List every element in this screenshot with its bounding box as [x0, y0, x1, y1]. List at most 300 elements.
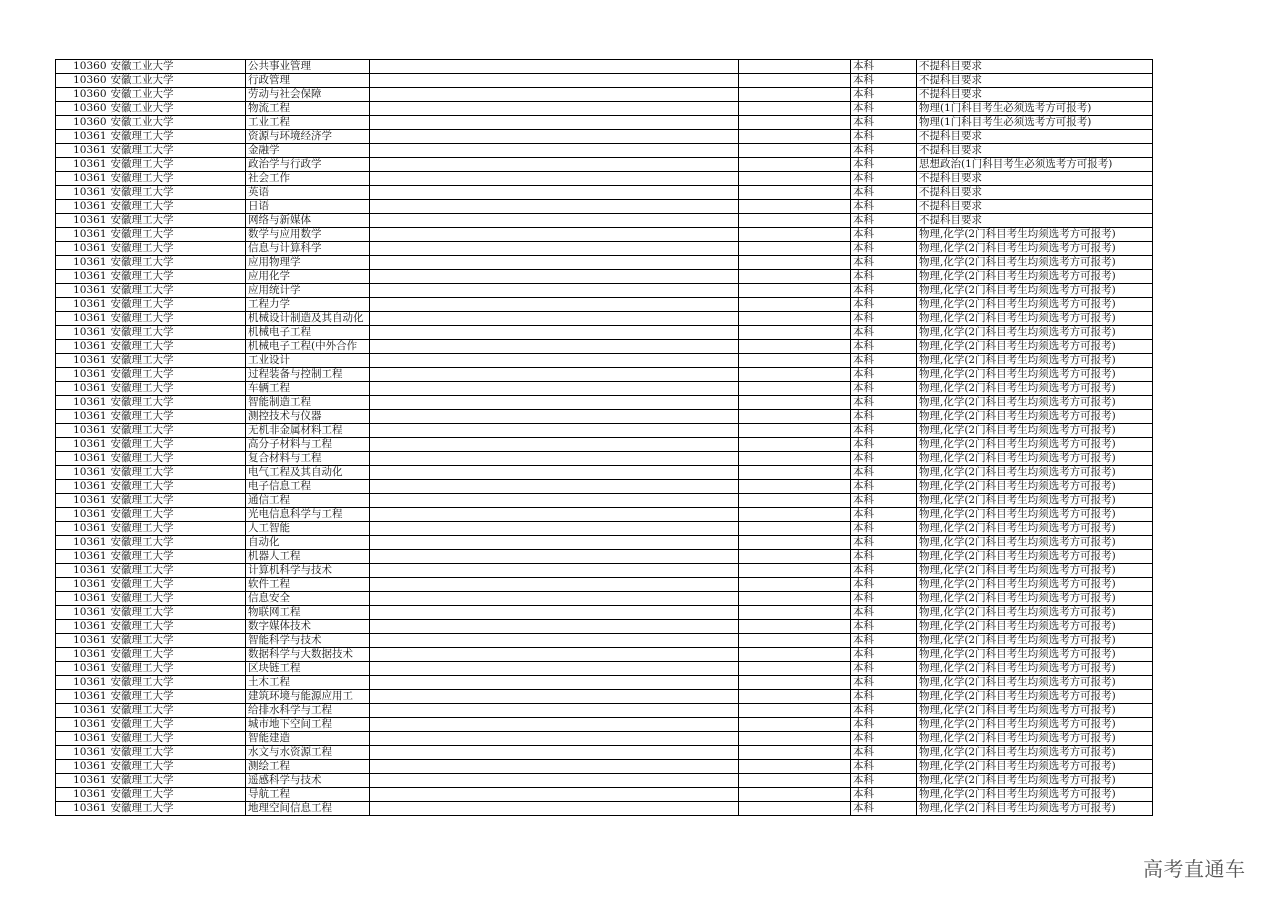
blank-cell [739, 298, 851, 312]
major-name-cell: 机械电子工程(中外合作 [246, 340, 370, 354]
subject-requirement-cell: 物理,化学(2门科目考生均须选考方可报考) [917, 690, 1153, 704]
subject-requirement-cell: 物理,化学(2门科目考生均须选考方可报考) [917, 424, 1153, 438]
institution-code-cell: 10361 [56, 438, 109, 452]
degree-level-cell: 本科 [851, 130, 917, 144]
blank-cell [370, 172, 739, 186]
blank-cell [739, 620, 851, 634]
institution-name-cell: 安徽理工大学 [109, 690, 246, 704]
blank-cell [370, 396, 739, 410]
subject-requirement-cell: 物理,化学(2门科目考生均须选考方可报考) [917, 704, 1153, 718]
table-row [56, 564, 1153, 578]
blank-cell [739, 690, 851, 704]
major-name-cell: 测控技术与仪器 [246, 410, 370, 424]
degree-level-cell: 本科 [851, 60, 917, 74]
institution-code-cell: 10361 [56, 228, 109, 242]
institution-name-cell: 安徽理工大学 [109, 438, 246, 452]
subject-requirement-cell: 物理(1门科目考生必须选考方可报考) [917, 102, 1153, 116]
institution-code-cell: 10361 [56, 494, 109, 508]
degree-level-cell: 本科 [851, 802, 917, 816]
subject-requirement-cell: 物理,化学(2门科目考生均须选考方可报考) [917, 802, 1153, 816]
blank-cell [370, 144, 739, 158]
subject-requirement-cell: 物理,化学(2门科目考生均须选考方可报考) [917, 788, 1153, 802]
institution-name-cell: 安徽理工大学 [109, 494, 246, 508]
subject-requirement-cell: 物理,化学(2门科目考生均须选考方可报考) [917, 550, 1153, 564]
subject-requirement-cell: 物理,化学(2门科目考生均须选考方可报考) [917, 774, 1153, 788]
institution-code-cell: 10361 [56, 186, 109, 200]
institution-code-cell: 10361 [56, 130, 109, 144]
blank-cell [370, 130, 739, 144]
institution-name-cell: 安徽工业大学 [109, 60, 246, 74]
table-row [56, 620, 1153, 634]
table-row [56, 802, 1153, 816]
blank-cell [370, 774, 739, 788]
institution-code-cell: 10361 [56, 536, 109, 550]
institution-code-cell: 10361 [56, 732, 109, 746]
major-name-cell: 公共事业管理 [246, 60, 370, 74]
major-name-cell: 地理空间信息工程 [246, 802, 370, 816]
blank-cell [370, 102, 739, 116]
blank-cell [739, 116, 851, 130]
blank-cell [370, 438, 739, 452]
institution-name-cell: 安徽理工大学 [109, 802, 246, 816]
institution-code-cell: 10361 [56, 508, 109, 522]
degree-level-cell: 本科 [851, 648, 917, 662]
major-name-cell: 机械设计制造及其自动化 [246, 312, 370, 326]
table-row [56, 312, 1153, 326]
blank-cell [370, 74, 739, 88]
institution-code-cell: 10361 [56, 242, 109, 256]
blank-cell [739, 550, 851, 564]
institution-name-cell: 安徽理工大学 [109, 242, 246, 256]
institution-name-cell: 安徽理工大学 [109, 550, 246, 564]
blank-cell [739, 466, 851, 480]
institution-code-cell: 10361 [56, 690, 109, 704]
table-row [56, 200, 1153, 214]
subject-requirement-cell: 思想政治(1门科目考生必须选考方可报考) [917, 158, 1153, 172]
degree-level-cell: 本科 [851, 74, 917, 88]
institution-name-cell: 安徽理工大学 [109, 326, 246, 340]
blank-cell [739, 284, 851, 298]
major-name-cell: 遥感科学与技术 [246, 774, 370, 788]
degree-level-cell: 本科 [851, 676, 917, 690]
institution-code-cell: 10361 [56, 298, 109, 312]
table-row [56, 438, 1153, 452]
table-row [56, 340, 1153, 354]
blank-cell [370, 368, 739, 382]
major-name-cell: 水文与水资源工程 [246, 746, 370, 760]
major-name-cell: 应用化学 [246, 270, 370, 284]
degree-level-cell: 本科 [851, 102, 917, 116]
subject-requirement-cell: 不提科目要求 [917, 186, 1153, 200]
degree-level-cell: 本科 [851, 774, 917, 788]
institution-name-cell: 安徽理工大学 [109, 662, 246, 676]
subject-requirement-cell: 物理,化学(2门科目考生均须选考方可报考) [917, 298, 1153, 312]
blank-cell [370, 536, 739, 550]
subject-requirement-cell: 不提科目要求 [917, 172, 1153, 186]
degree-level-cell: 本科 [851, 494, 917, 508]
degree-level-cell: 本科 [851, 200, 917, 214]
major-name-cell: 智能制造工程 [246, 396, 370, 410]
subject-requirement-cell: 物理,化学(2门科目考生均须选考方可报考) [917, 312, 1153, 326]
institution-code-cell: 10361 [56, 578, 109, 592]
institution-code-cell: 10361 [56, 648, 109, 662]
table-row [56, 522, 1153, 536]
degree-level-cell: 本科 [851, 480, 917, 494]
major-name-cell: 社会工作 [246, 172, 370, 186]
major-name-cell: 工业工程 [246, 116, 370, 130]
table-row [56, 480, 1153, 494]
major-name-cell: 测绘工程 [246, 760, 370, 774]
institution-code-cell: 10360 [56, 116, 109, 130]
institution-name-cell: 安徽理工大学 [109, 368, 246, 382]
institution-code-cell: 10361 [56, 200, 109, 214]
degree-level-cell: 本科 [851, 564, 917, 578]
blank-cell [370, 270, 739, 284]
blank-cell [739, 102, 851, 116]
institution-name-cell: 安徽理工大学 [109, 578, 246, 592]
institution-code-cell: 10361 [56, 802, 109, 816]
institution-code-cell: 10360 [56, 74, 109, 88]
blank-cell [739, 340, 851, 354]
subject-requirement-cell: 物理,化学(2门科目考生均须选考方可报考) [917, 760, 1153, 774]
major-name-cell: 复合材料与工程 [246, 452, 370, 466]
institution-code-cell: 10361 [56, 592, 109, 606]
major-name-cell: 导航工程 [246, 788, 370, 802]
table-row [56, 592, 1153, 606]
institution-name-cell: 安徽理工大学 [109, 298, 246, 312]
subject-requirement-cell: 不提科目要求 [917, 200, 1153, 214]
blank-cell [370, 494, 739, 508]
degree-level-cell: 本科 [851, 704, 917, 718]
table-row [56, 172, 1153, 186]
table-row [56, 410, 1153, 424]
table-row [56, 354, 1153, 368]
blank-cell [739, 480, 851, 494]
degree-level-cell: 本科 [851, 354, 917, 368]
degree-level-cell: 本科 [851, 368, 917, 382]
institution-code-cell: 10361 [56, 340, 109, 354]
institution-code-cell: 10361 [56, 396, 109, 410]
subject-requirement-cell: 物理,化学(2门科目考生均须选考方可报考) [917, 466, 1153, 480]
degree-level-cell: 本科 [851, 424, 917, 438]
major-name-cell: 信息安全 [246, 592, 370, 606]
table-row [56, 270, 1153, 284]
blank-cell [739, 130, 851, 144]
blank-cell [370, 326, 739, 340]
blank-cell [370, 340, 739, 354]
degree-level-cell: 本科 [851, 284, 917, 298]
degree-level-cell: 本科 [851, 438, 917, 452]
blank-cell [739, 494, 851, 508]
subject-requirement-cell: 物理,化学(2门科目考生均须选考方可报考) [917, 382, 1153, 396]
table-row [56, 424, 1153, 438]
blank-cell [739, 788, 851, 802]
degree-level-cell: 本科 [851, 396, 917, 410]
institution-name-cell: 安徽理工大学 [109, 340, 246, 354]
institution-name-cell: 安徽理工大学 [109, 480, 246, 494]
blank-cell [739, 508, 851, 522]
table-row [56, 732, 1153, 746]
table-row [56, 760, 1153, 774]
major-name-cell: 光电信息科学与工程 [246, 508, 370, 522]
blank-cell [739, 312, 851, 326]
institution-code-cell: 10361 [56, 214, 109, 228]
table-row [56, 186, 1153, 200]
major-name-cell: 无机非金属材料工程 [246, 424, 370, 438]
blank-cell [370, 452, 739, 466]
institution-code-cell: 10361 [56, 634, 109, 648]
blank-cell [739, 438, 851, 452]
blank-cell [370, 662, 739, 676]
blank-cell [739, 172, 851, 186]
blank-cell [370, 732, 739, 746]
degree-level-cell: 本科 [851, 522, 917, 536]
major-name-cell: 工业设计 [246, 354, 370, 368]
table-row [56, 396, 1153, 410]
blank-cell [370, 676, 739, 690]
subject-requirement-cell: 物理,化学(2门科目考生均须选考方可报考) [917, 410, 1153, 424]
institution-code-cell: 10361 [56, 312, 109, 326]
degree-level-cell: 本科 [851, 760, 917, 774]
institution-code-cell: 10361 [56, 172, 109, 186]
blank-cell [739, 326, 851, 340]
major-name-cell: 信息与计算科学 [246, 242, 370, 256]
table-row [56, 88, 1153, 102]
institution-name-cell: 安徽理工大学 [109, 676, 246, 690]
major-name-cell: 政治学与行政学 [246, 158, 370, 172]
subject-requirement-cell: 物理,化学(2门科目考生均须选考方可报考) [917, 368, 1153, 382]
institution-name-cell: 安徽理工大学 [109, 172, 246, 186]
table-row [56, 144, 1153, 158]
subject-requirement-cell: 物理,化学(2门科目考生均须选考方可报考) [917, 508, 1153, 522]
blank-cell [739, 60, 851, 74]
major-name-cell: 金融学 [246, 144, 370, 158]
degree-level-cell: 本科 [851, 634, 917, 648]
table-row [56, 284, 1153, 298]
table-row [56, 256, 1153, 270]
blank-cell [739, 382, 851, 396]
institution-code-cell: 10361 [56, 326, 109, 340]
degree-level-cell: 本科 [851, 746, 917, 760]
blank-cell [370, 116, 739, 130]
institution-name-cell: 安徽理工大学 [109, 522, 246, 536]
blank-cell [739, 704, 851, 718]
institution-code-cell: 10361 [56, 564, 109, 578]
subject-requirement-cell: 物理,化学(2门科目考生均须选考方可报考) [917, 326, 1153, 340]
institution-code-cell: 10361 [56, 270, 109, 284]
major-name-cell: 电气工程及其自动化 [246, 466, 370, 480]
institution-code-cell: 10361 [56, 550, 109, 564]
institution-name-cell: 安徽理工大学 [109, 158, 246, 172]
subject-requirement-cell: 不提科目要求 [917, 74, 1153, 88]
blank-cell [739, 648, 851, 662]
major-name-cell: 通信工程 [246, 494, 370, 508]
degree-level-cell: 本科 [851, 536, 917, 550]
major-name-cell: 人工智能 [246, 522, 370, 536]
degree-level-cell: 本科 [851, 578, 917, 592]
subject-requirement-cell: 物理,化学(2门科目考生均须选考方可报考) [917, 662, 1153, 676]
institution-code-cell: 10361 [56, 746, 109, 760]
blank-cell [370, 424, 739, 438]
blank-cell [739, 802, 851, 816]
institution-code-cell: 10361 [56, 368, 109, 382]
table-row [56, 214, 1153, 228]
blank-cell [739, 452, 851, 466]
major-name-cell: 电子信息工程 [246, 480, 370, 494]
degree-level-cell: 本科 [851, 592, 917, 606]
blank-cell [370, 802, 739, 816]
degree-level-cell: 本科 [851, 326, 917, 340]
blank-cell [739, 606, 851, 620]
subject-requirement-cell: 不提科目要求 [917, 130, 1153, 144]
blank-cell [370, 158, 739, 172]
blank-cell [370, 592, 739, 606]
subject-requirement-cell: 物理,化学(2门科目考生均须选考方可报考) [917, 522, 1153, 536]
institution-name-cell: 安徽理工大学 [109, 452, 246, 466]
degree-level-cell: 本科 [851, 452, 917, 466]
institution-name-cell: 安徽理工大学 [109, 466, 246, 480]
table-row [56, 298, 1153, 312]
blank-cell [370, 760, 739, 774]
blank-cell [370, 60, 739, 74]
institution-code-cell: 10361 [56, 158, 109, 172]
blank-cell [370, 466, 739, 480]
major-name-cell: 车辆工程 [246, 382, 370, 396]
subject-requirement-cell: 物理,化学(2门科目考生均须选考方可报考) [917, 340, 1153, 354]
blank-cell [739, 88, 851, 102]
institution-code-cell: 10361 [56, 788, 109, 802]
blank-cell [739, 732, 851, 746]
table-row [56, 676, 1153, 690]
degree-level-cell: 本科 [851, 214, 917, 228]
subject-requirement-cell: 物理,化学(2门科目考生均须选考方可报考) [917, 564, 1153, 578]
table-row [56, 494, 1153, 508]
subject-requirement-cell: 物理(1门科目考生必须选考方可报考) [917, 116, 1153, 130]
degree-level-cell: 本科 [851, 298, 917, 312]
major-name-cell: 资源与环境经济学 [246, 130, 370, 144]
major-name-cell: 工程力学 [246, 298, 370, 312]
table-row [56, 60, 1153, 74]
blank-cell [370, 522, 739, 536]
blank-cell [739, 634, 851, 648]
institution-name-cell: 安徽理工大学 [109, 732, 246, 746]
degree-level-cell: 本科 [851, 718, 917, 732]
subject-requirement-cell: 物理,化学(2门科目考生均须选考方可报考) [917, 718, 1153, 732]
table-row [56, 704, 1153, 718]
institution-name-cell: 安徽理工大学 [109, 256, 246, 270]
blank-cell [370, 354, 739, 368]
table-row [56, 578, 1153, 592]
blank-cell [370, 550, 739, 564]
table-body [56, 60, 1153, 816]
subject-requirement-cell: 物理,化学(2门科目考生均须选考方可报考) [917, 592, 1153, 606]
institution-name-cell: 安徽理工大学 [109, 144, 246, 158]
institution-code-cell: 10361 [56, 662, 109, 676]
institution-code-cell: 10361 [56, 718, 109, 732]
degree-level-cell: 本科 [851, 116, 917, 130]
major-name-cell: 劳动与社会保障 [246, 88, 370, 102]
major-name-cell: 城市地下空间工程 [246, 718, 370, 732]
degree-level-cell: 本科 [851, 662, 917, 676]
institution-code-cell: 10361 [56, 144, 109, 158]
blank-cell [370, 648, 739, 662]
table-row [56, 508, 1153, 522]
subject-requirement-cell: 物理,化学(2门科目考生均须选考方可报考) [917, 242, 1153, 256]
blank-cell [739, 578, 851, 592]
major-name-cell: 给排水科学与工程 [246, 704, 370, 718]
blank-cell [739, 368, 851, 382]
major-name-cell: 行政管理 [246, 74, 370, 88]
institution-name-cell: 安徽工业大学 [109, 116, 246, 130]
institution-name-cell: 安徽理工大学 [109, 508, 246, 522]
table-row [56, 536, 1153, 550]
major-name-cell: 土木工程 [246, 676, 370, 690]
subject-requirement-cell: 不提科目要求 [917, 88, 1153, 102]
subject-requirement-cell: 不提科目要求 [917, 60, 1153, 74]
major-name-cell: 物联网工程 [246, 606, 370, 620]
degree-level-cell: 本科 [851, 144, 917, 158]
blank-cell [739, 396, 851, 410]
institution-code-cell: 10361 [56, 606, 109, 620]
institution-code-cell: 10361 [56, 354, 109, 368]
degree-level-cell: 本科 [851, 788, 917, 802]
institution-name-cell: 安徽工业大学 [109, 88, 246, 102]
subject-requirement-cell: 不提科目要求 [917, 144, 1153, 158]
institution-name-cell: 安徽理工大学 [109, 564, 246, 578]
major-name-cell: 智能科学与技术 [246, 634, 370, 648]
blank-cell [739, 214, 851, 228]
institution-name-cell: 安徽理工大学 [109, 424, 246, 438]
blank-cell [370, 690, 739, 704]
institution-code-cell: 10361 [56, 466, 109, 480]
blank-cell [370, 718, 739, 732]
institution-code-cell: 10361 [56, 676, 109, 690]
degree-level-cell: 本科 [851, 228, 917, 242]
degree-level-cell: 本科 [851, 158, 917, 172]
table-row [56, 788, 1153, 802]
institution-name-cell: 安徽理工大学 [109, 200, 246, 214]
blank-cell [370, 410, 739, 424]
degree-level-cell: 本科 [851, 256, 917, 270]
blank-cell [370, 284, 739, 298]
institution-code-cell: 10361 [56, 522, 109, 536]
degree-level-cell: 本科 [851, 466, 917, 480]
blank-cell [739, 536, 851, 550]
table-row [56, 648, 1153, 662]
institution-name-cell: 安徽理工大学 [109, 606, 246, 620]
degree-level-cell: 本科 [851, 382, 917, 396]
table-row [56, 130, 1153, 144]
blank-cell [370, 186, 739, 200]
degree-level-cell: 本科 [851, 270, 917, 284]
blank-cell [739, 74, 851, 88]
blank-cell [739, 270, 851, 284]
institution-code-cell: 10361 [56, 382, 109, 396]
blank-cell [739, 144, 851, 158]
institution-name-cell: 安徽理工大学 [109, 620, 246, 634]
major-name-cell: 物流工程 [246, 102, 370, 116]
table-row [56, 662, 1153, 676]
table-row [56, 690, 1153, 704]
institution-name-cell: 安徽理工大学 [109, 130, 246, 144]
blank-cell [370, 312, 739, 326]
institution-code-cell: 10361 [56, 284, 109, 298]
blank-cell [370, 578, 739, 592]
blank-cell [739, 410, 851, 424]
subject-requirement-cell: 物理,化学(2门科目考生均须选考方可报考) [917, 494, 1153, 508]
blank-cell [739, 256, 851, 270]
subject-requirement-cell: 物理,化学(2门科目考生均须选考方可报考) [917, 480, 1153, 494]
